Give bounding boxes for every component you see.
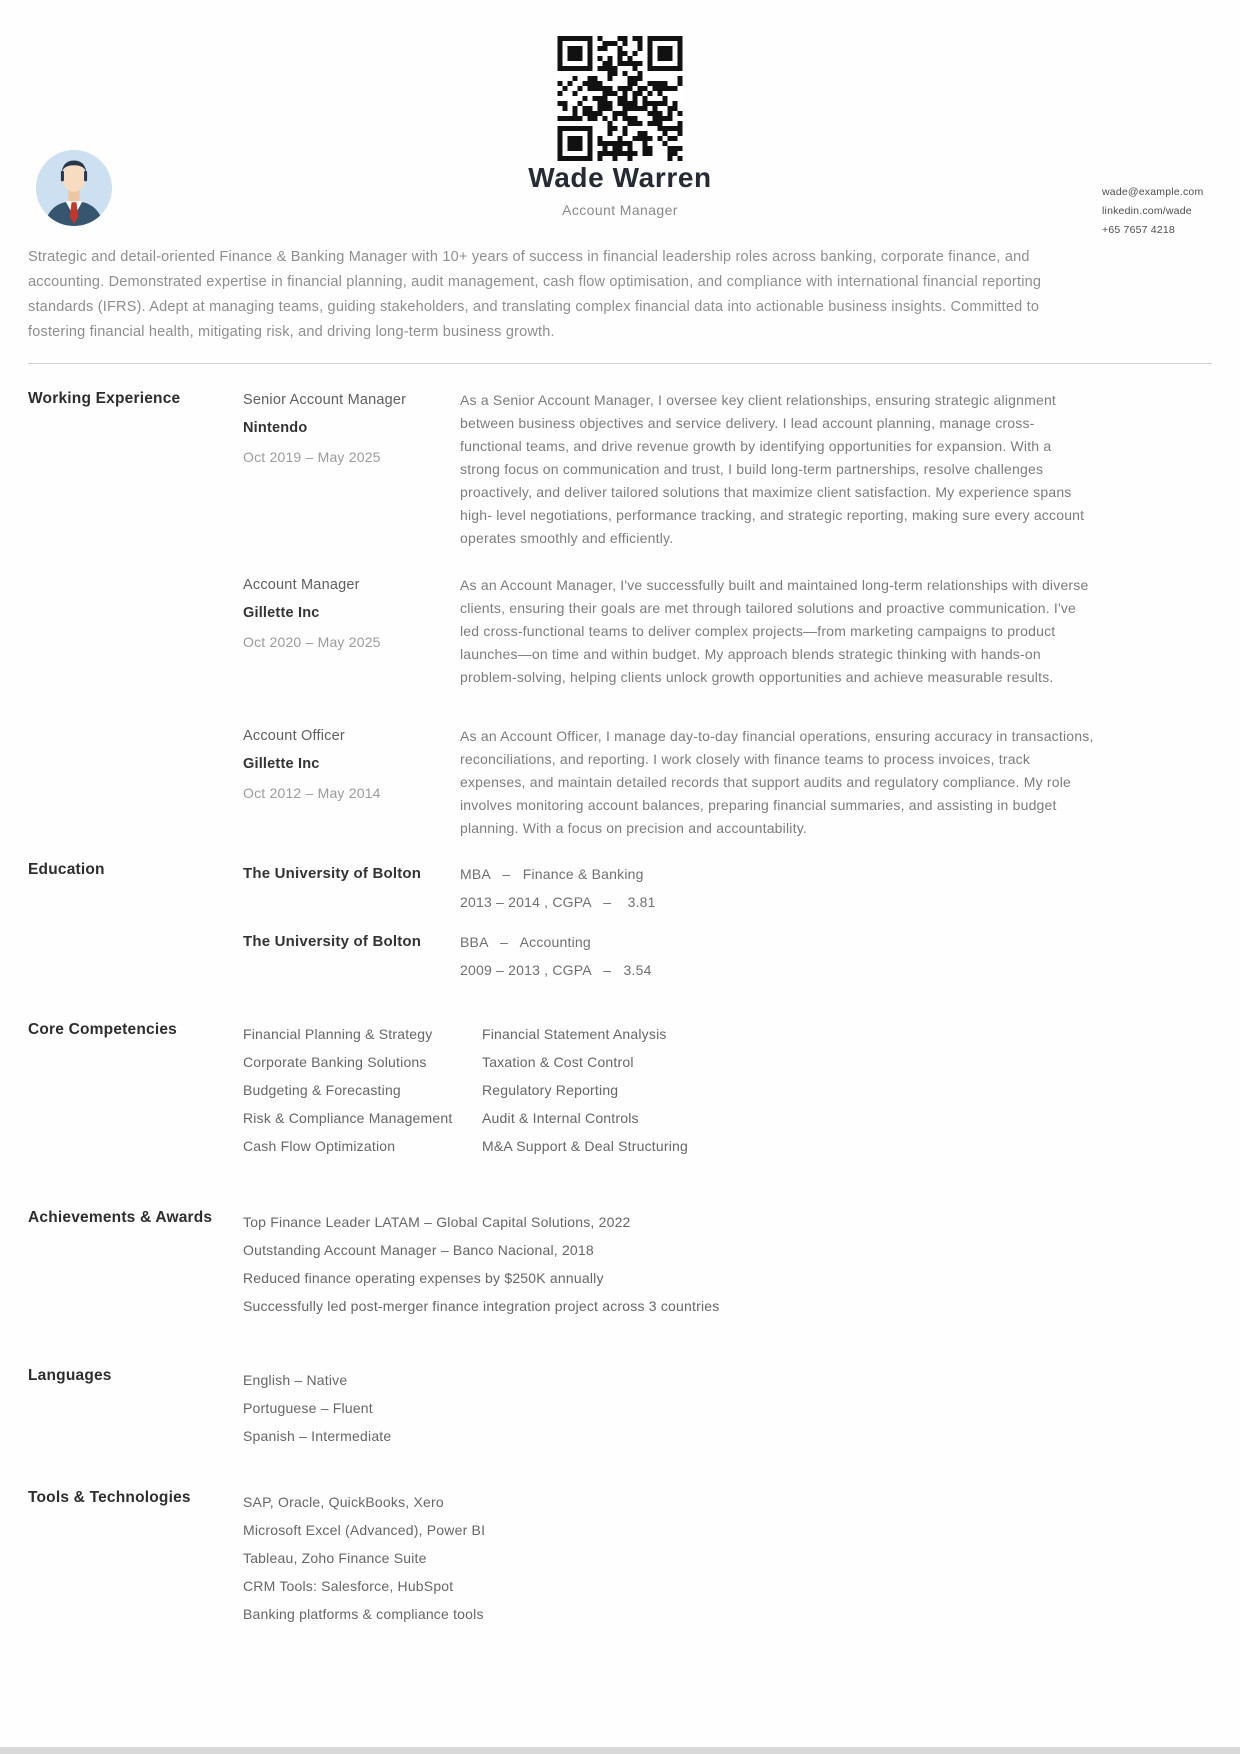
education-details: 2009 – 2013 , CGPA – 3.54 xyxy=(460,962,652,978)
summary-text: Strategic and detail-oriented Finance & Banking Manager with 10+ years of success in financial leadership roles across banking, corporate finance, and accounting. Demonstrated expertise in financial planning, audit management, cash flow optimisation, and compliance with international financial reporting standards (IFRS). Adept at managing teams, guiding stakeholders, and translating complex financial data into actionable business insights. Committed to fostering financial health, mitigating risk, and driving long-term business growth. xyxy=(28,249,1042,340)
job-dates: Oct 2012 – May 2014 xyxy=(243,785,381,801)
contact-linkedin: linkedin.com/wade xyxy=(1102,205,1192,217)
competency-item: Taxation & Cost Control xyxy=(482,1054,634,1070)
competency-column-1 xyxy=(243,1020,482,1160)
competency-item: Financial Planning & Strategy xyxy=(243,1026,433,1042)
job-dates: Oct 2019 – May 2025 xyxy=(243,449,381,465)
job-meta xyxy=(243,574,460,689)
achievement-item: Successfully led post-merger finance integration project across 3 countries xyxy=(243,1298,720,1314)
competency-item: Financial Statement Analysis xyxy=(482,1026,667,1042)
job-meta xyxy=(243,725,460,840)
achievement-item: Reduced finance operating expenses by $250K annually xyxy=(243,1270,604,1286)
qr-code-icon xyxy=(558,36,683,161)
heading-education: Education xyxy=(28,861,105,878)
heading-achievements: Achievements & Awards xyxy=(28,1209,213,1226)
job-entry xyxy=(243,389,1212,550)
education-school: The University of Bolton xyxy=(243,933,422,950)
section-tools-technologies xyxy=(28,1488,1212,1628)
page-bottom-bar xyxy=(0,1747,1240,1754)
education-entry xyxy=(243,860,1212,916)
core-competencies-body xyxy=(243,1020,1212,1160)
job-entry xyxy=(243,725,1212,840)
heading-core-competencies: Core Competencies xyxy=(28,1021,177,1038)
tool-item: Banking platforms & compliance tools xyxy=(243,1606,484,1622)
achievement-item: Top Finance Leader LATAM – Global Capital Solutions, 2022 xyxy=(243,1214,631,1230)
job-description: As an Account Manager, I've successfully built and maintained long-term relationships with diverse clients, ensuring their goals are met through tailored solutions and proactive communication. I've led cross-functional teams to deliver complex projects—from marketing campaigns to product launches—on time and within budget. My approach blends strategic thinking with hands-on problem-solving, helping clients unlock growth opportunities and achieve measurable results. xyxy=(460,577,1089,685)
language-item: Spanish – Intermediate xyxy=(243,1428,392,1444)
header-divider xyxy=(28,363,1212,364)
section-languages xyxy=(28,1366,1212,1450)
job-description: As an Account Officer, I manage day-to-day financial operations, ensuring accuracy in transactions, reconciliations, and reporting. I work closely with finance teams to process invoices, track expenses, and maintain detailed records that support audits and regulatory compliance. My role involves monitoring account balances, preparing financial summaries, and assisting in budget planning. With a focus on precision and accountability. xyxy=(460,728,1094,836)
job-company: Gillette Inc xyxy=(243,756,320,772)
contact-block xyxy=(1102,183,1203,240)
education-degree-block xyxy=(460,928,1212,984)
job-entry xyxy=(243,574,1212,689)
heading-tools-technologies: Tools & Technologies xyxy=(28,1489,191,1506)
candidate-job-title: Account Manager xyxy=(562,202,678,218)
heading-working-experience: Working Experience xyxy=(28,390,181,407)
languages-body xyxy=(243,1366,1212,1450)
education-degree: MBA – Finance & Banking xyxy=(460,866,644,882)
competency-item: Cash Flow Optimization xyxy=(243,1138,396,1154)
language-item: English – Native xyxy=(243,1372,348,1388)
competency-item: Corporate Banking Solutions xyxy=(243,1054,427,1070)
working-experience-body xyxy=(243,389,1212,840)
job-title: Senior Account Manager xyxy=(243,392,407,408)
competency-item: Audit & Internal Controls xyxy=(482,1110,639,1126)
job-description: As a Senior Account Manager, I oversee key client relationships, ensuring strategic alignment between business objectives and service delivery. I lead account planning, manage cross-functional teams, and drive revenue growth by identifying opportunities for expansion. With a strong focus on communication and trust, I build long-term partnerships, resolve challenges proactively, and deliver tailored solutions that maximize client satisfaction. My experience spans high- level negotiations, performance tracking, and strategic reporting, making sure every account operates smoothly and efficiently. xyxy=(460,392,1085,546)
tools-body xyxy=(243,1488,1212,1628)
achievement-item: Outstanding Account Manager – Banco Nacional, 2018 xyxy=(243,1242,594,1258)
tool-item: CRM Tools: Salesforce, HubSpot xyxy=(243,1578,454,1594)
education-details: 2013 – 2014 , CGPA – 3.81 xyxy=(460,894,656,910)
job-company: Nintendo xyxy=(243,420,308,436)
section-education xyxy=(28,860,1212,996)
tool-item: Microsoft Excel (Advanced), Power BI xyxy=(243,1522,486,1538)
tool-item: SAP, Oracle, QuickBooks, Xero xyxy=(243,1494,444,1510)
achievements-body xyxy=(243,1208,1212,1320)
resume-content xyxy=(0,245,1240,1628)
competency-column-2 xyxy=(482,1020,1212,1160)
education-entry xyxy=(243,928,1212,984)
contact-email: wade@example.com xyxy=(1102,186,1204,198)
section-core-competencies xyxy=(28,1020,1212,1160)
resume-header xyxy=(0,0,1240,245)
language-item: Portuguese – Fluent xyxy=(243,1400,373,1416)
tool-item: Tableau, Zoho Finance Suite xyxy=(243,1550,427,1566)
candidate-name: Wade Warren xyxy=(528,162,712,193)
competency-item: Regulatory Reporting xyxy=(482,1082,619,1098)
competency-item: Risk & Compliance Management xyxy=(243,1110,453,1126)
job-dates: Oct 2020 – May 2025 xyxy=(243,634,381,650)
education-degree: BBA – Accounting xyxy=(460,934,591,950)
competency-item: M&A Support & Deal Structuring xyxy=(482,1138,688,1154)
job-title: Account Manager xyxy=(243,577,360,593)
contact-phone: +65 7657 4218 xyxy=(1102,224,1175,236)
section-achievements xyxy=(28,1208,1212,1320)
job-meta xyxy=(243,389,460,550)
heading-languages: Languages xyxy=(28,1367,112,1384)
section-working-experience xyxy=(28,389,1212,840)
education-degree-block xyxy=(460,860,1212,916)
competency-item: Budgeting & Forecasting xyxy=(243,1082,401,1098)
job-title: Account Officer xyxy=(243,728,345,744)
education-school: The University of Bolton xyxy=(243,865,422,882)
job-company: Gillette Inc xyxy=(243,605,320,621)
education-body xyxy=(243,860,1212,996)
